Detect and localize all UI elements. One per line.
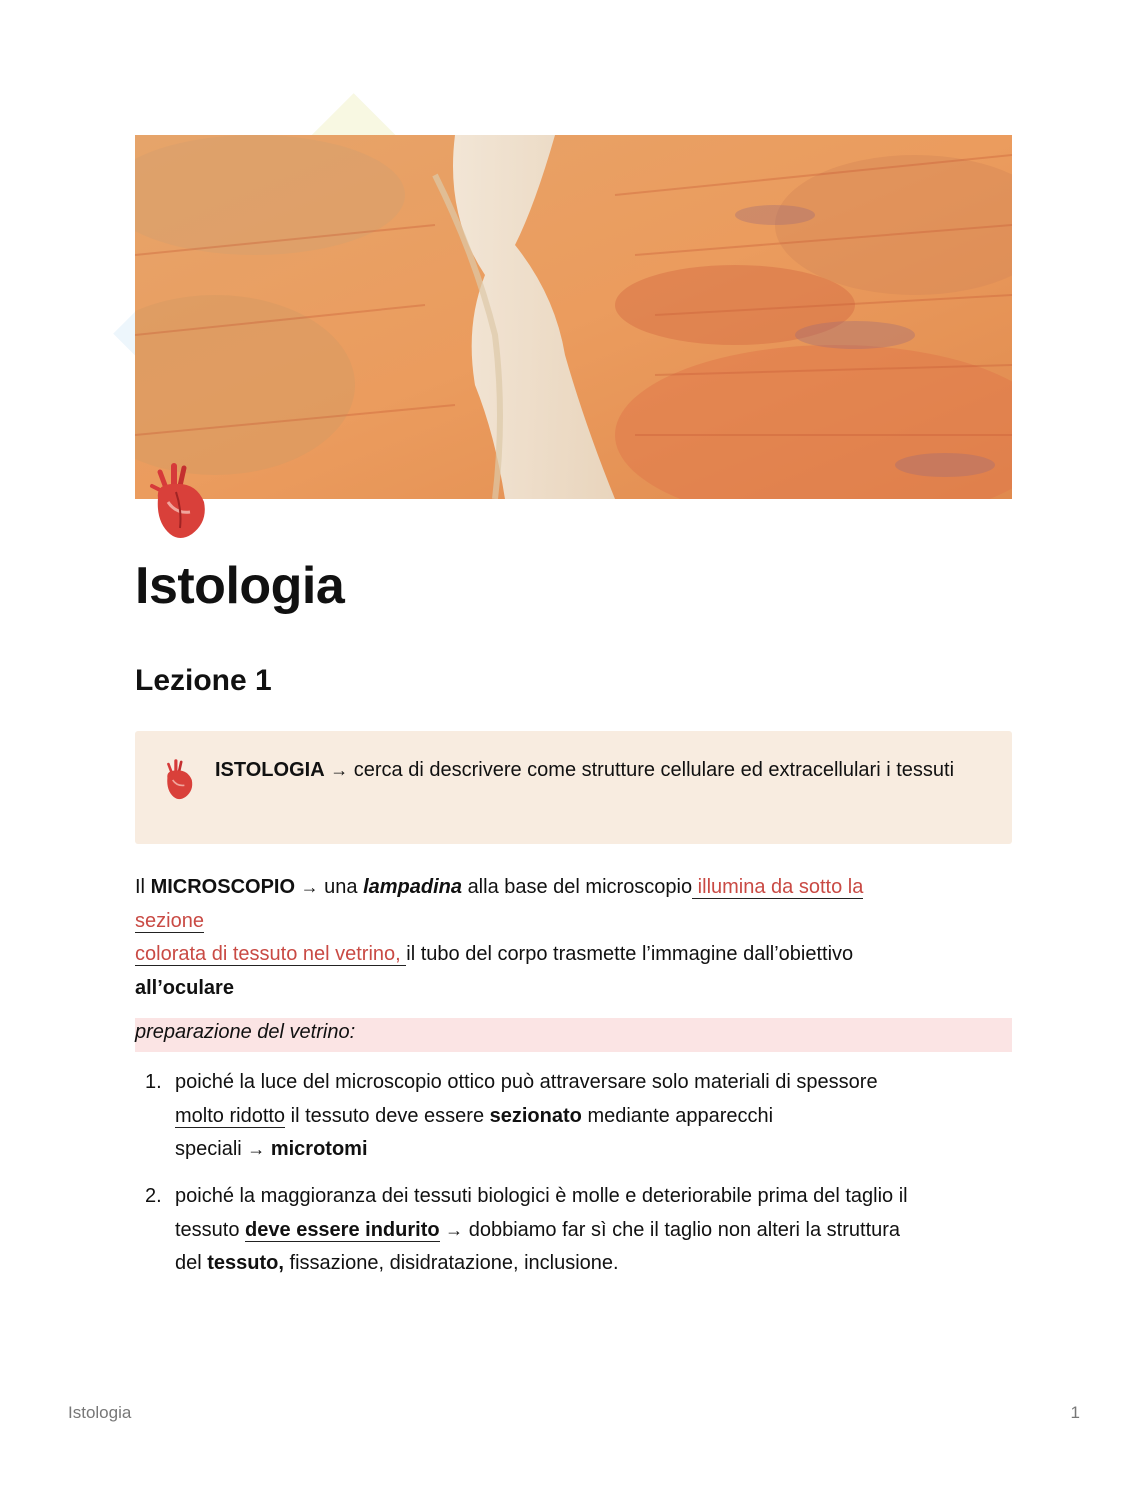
text: tessuto — [175, 1218, 240, 1241]
text: Il — [135, 876, 145, 898]
microscope-paragraph — [135, 871, 1012, 1005]
list-number: 1. — [145, 1071, 162, 1093]
text: dobbiamo far sì che il taglio non alteri la struttura — [468, 1218, 901, 1241]
callout-definition: cerca di descrivere come strutture cellulare ed extracellulari i tessuti — [353, 759, 955, 781]
term-tessuto: tessuto, — [207, 1252, 284, 1274]
cover-image — [135, 135, 1012, 499]
arrow-icon: → — [247, 1139, 266, 1159]
list-item — [135, 1066, 1012, 1166]
term-sezionato: sezionato — [489, 1104, 582, 1127]
term-microtomi: microtomi — [270, 1138, 368, 1160]
text: il tubo del corpo trasmette l’immagine dall’obiettivo — [406, 943, 854, 965]
text: speciali — [175, 1138, 242, 1160]
list-item-text — [175, 1180, 1007, 1281]
highlight-text: preparazione del vetrino: — [135, 1021, 356, 1043]
text: alla base del microscopio — [467, 876, 693, 898]
arrow-icon: → — [330, 760, 349, 780]
footer-title: Istologia — [68, 1403, 132, 1422]
text: poiché la maggioranza dei tessuti biologici è molle e deteriorabile prima del taglio il — [175, 1185, 908, 1207]
term-microscopio: MICROSCOPIO — [150, 876, 296, 898]
list-number: 2. — [145, 1185, 162, 1207]
section-heading: Lezione 1 — [135, 664, 272, 697]
callout-text — [215, 754, 995, 787]
list-item-text — [175, 1066, 1007, 1167]
callout-term: ISTOLOGIA — [215, 759, 325, 781]
text: poiché la luce del microscopio ottico può attraversare solo materiali di spessore — [175, 1071, 878, 1093]
callout-box — [135, 731, 1012, 844]
text: il tessuto deve essere — [290, 1104, 485, 1127]
page-number: 1 — [1070, 1403, 1080, 1422]
red-underlined-text: colorata di tessuto nel vetrino, — [135, 943, 407, 965]
text: mediante apparecchi — [587, 1104, 774, 1127]
anatomical-heart-icon — [161, 758, 195, 802]
text: una — [324, 876, 358, 898]
arrow-icon: → — [300, 877, 319, 897]
anatomical-heart-icon — [146, 462, 210, 542]
page-title: Istologia — [135, 557, 345, 615]
text: fissazione, disidratazione, inclusione. — [289, 1252, 619, 1274]
red-underlined-text: sezione — [135, 909, 204, 932]
arrow-icon: → — [445, 1219, 464, 1240]
term-deve-essere-indurito: deve essere indurito — [245, 1218, 440, 1241]
red-underlined-text: illumina da sotto la — [692, 876, 864, 898]
list-item — [135, 1180, 1012, 1280]
term-lampadina: lampadina — [363, 876, 462, 898]
term-oculare: all’oculare — [135, 976, 234, 999]
highlight-row — [135, 1018, 1012, 1052]
text: del — [175, 1252, 202, 1274]
underlined-text: molto ridotto — [175, 1104, 286, 1127]
